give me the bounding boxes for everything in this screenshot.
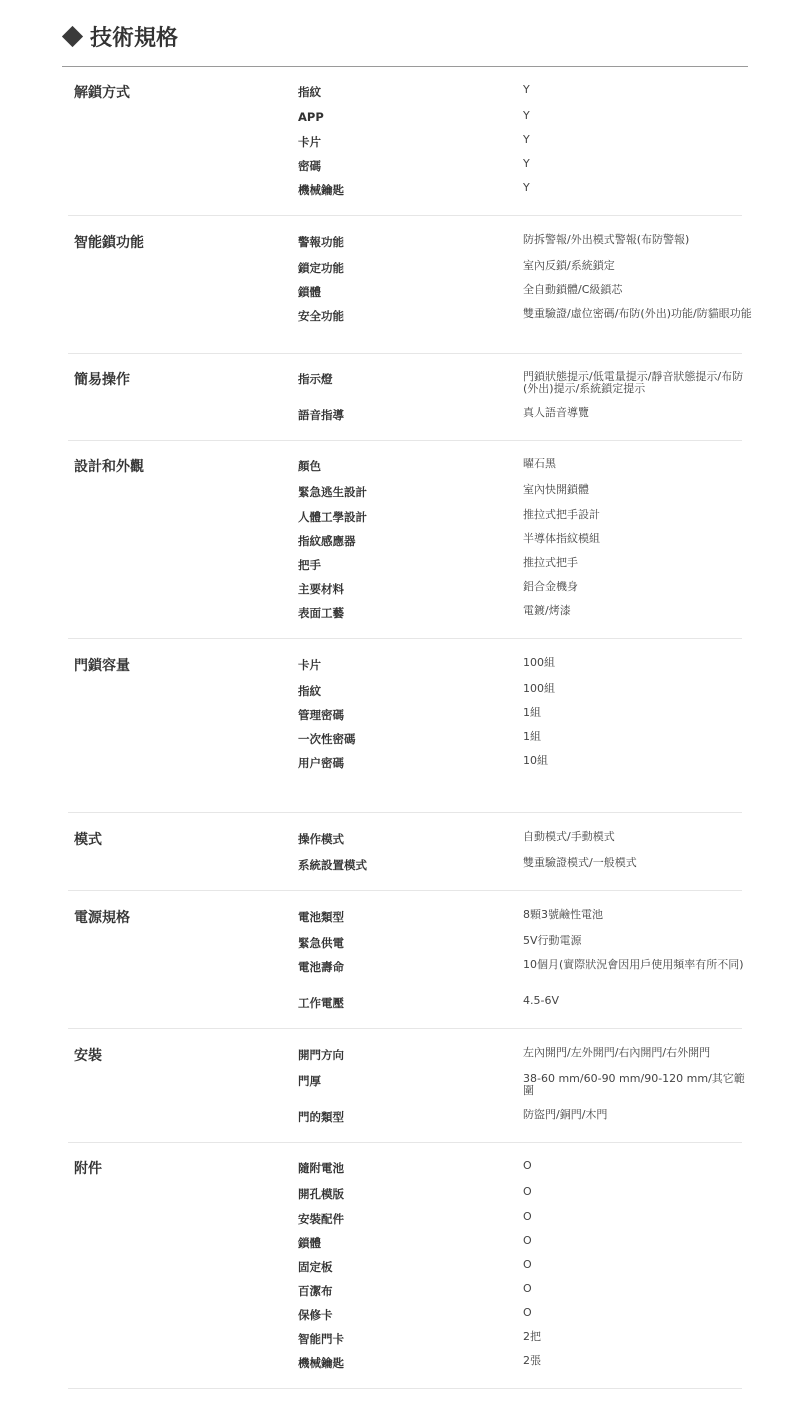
spec-value: 10組: [523, 754, 548, 767]
spec-value: 100組: [523, 656, 555, 669]
section-header: [62, 20, 178, 52]
spec-key: 開孔模版: [298, 1187, 344, 1201]
spec-value: 推拉式把手: [523, 556, 578, 569]
spec-value: 門鎖狀態提示/低電量提示/靜音狀態提示/布防(外出)提示/系統鎖定提示: [523, 370, 744, 395]
spec-section: [68, 813, 742, 891]
spec-key: 鎖體: [298, 285, 321, 299]
spec-key: 顏色: [298, 459, 321, 473]
spec-value: 室內快開鎖體: [523, 483, 589, 496]
spec-key: 人體工學設計: [298, 510, 367, 524]
spec-value: 10個月(實際狀況會因用戶使用頻率有所不同): [523, 958, 744, 971]
spec-key: 用户密碼: [298, 756, 344, 770]
spec-key: 工作電壓: [298, 996, 344, 1010]
spec-key: 把手: [298, 558, 321, 572]
spec-section: [68, 216, 752, 354]
spec-key: 開門方向: [298, 1048, 344, 1062]
spec-key: 卡片: [298, 658, 321, 672]
spec-value: 雙重驗證/虛位密碼/布防(外出)功能/防貓眼功能: [523, 307, 752, 320]
spec-value: 4.5-6V: [523, 994, 559, 1007]
spec-key: 操作模式: [298, 832, 344, 846]
spec-value: 38-60 mm/60-90 mm/90-120 mm/其它範圍: [523, 1072, 745, 1097]
spec-key: 語音指導: [298, 408, 344, 422]
spec-value: O: [523, 1282, 532, 1295]
spec-value: 8顆3號鹼性電池: [523, 908, 603, 921]
spec-key: 一次性密碼: [298, 732, 356, 746]
spec-key: 機械鑰匙: [298, 1356, 344, 1370]
page-title: 技術規格: [90, 25, 179, 51]
diamond-icon: [62, 25, 83, 46]
spec-value: 曜石黑: [523, 457, 556, 470]
spec-key: 卡片: [298, 135, 321, 149]
spec-key: 電池類型: [298, 910, 344, 924]
spec-key: 保修卡: [298, 1308, 333, 1322]
spec-section: [68, 441, 742, 639]
spec-value: 1組: [523, 706, 541, 719]
spec-key: 機械鑰匙: [298, 183, 344, 197]
spec-value: 左內開門/左外開門/右內開門/右外開門: [523, 1046, 711, 1059]
spec-value: 室內反鎖/系統鎖定: [523, 259, 615, 272]
spec-value: O: [523, 1210, 532, 1223]
spec-key: 鎖體: [298, 1236, 321, 1250]
spec-value: 電鍍/烤漆: [523, 604, 571, 617]
spec-value: 2張: [523, 1354, 541, 1367]
spec-value: 5V行動電源: [523, 934, 582, 947]
spec-value: 自動模式/手動模式: [523, 830, 615, 843]
spec-key: 警報功能: [298, 235, 344, 249]
spec-key: 表面工藝: [298, 606, 344, 620]
spec-key: 緊急逃生設計: [298, 485, 367, 499]
spec-value: 推拉式把手設計: [523, 508, 600, 521]
category-label: 模式: [74, 832, 102, 848]
spec-section: [68, 639, 742, 813]
spec-key: 智能門卡: [298, 1332, 344, 1346]
spec-key: 指紋感應器: [298, 534, 356, 548]
spec-value: Y: [523, 181, 530, 194]
spec-value: 防盜門/銅門/木門: [523, 1108, 608, 1121]
spec-section: [68, 354, 742, 441]
spec-key: 百潔布: [298, 1284, 333, 1298]
spec-value: Y: [523, 133, 530, 146]
spec-value: O: [523, 1258, 532, 1271]
spec-value: O: [523, 1185, 532, 1198]
spec-value: Y: [523, 157, 530, 170]
spec-value: Y: [523, 109, 530, 122]
spec-value: 全自動鎖體/C級鎖芯: [523, 283, 623, 296]
spec-key: 電池壽命: [298, 960, 344, 974]
category-label: 解鎖方式: [74, 85, 130, 101]
category-label: 門鎖容量: [74, 658, 130, 674]
spec-value: 1組: [523, 730, 541, 743]
spec-key: 密碼: [298, 159, 321, 173]
spec-key: 緊急供電: [298, 936, 344, 950]
spec-value: 100組: [523, 682, 555, 695]
spec-section: [68, 891, 742, 1029]
spec-key: 安全功能: [298, 309, 344, 323]
spec-key: APP: [298, 110, 324, 124]
spec-key: 指紋: [298, 85, 321, 99]
spec-key: 隨附電池: [298, 1161, 344, 1175]
spec-section: [68, 1029, 745, 1143]
spec-value: 雙重驗證模式/一般模式: [523, 856, 637, 869]
category-label: 智能鎖功能: [74, 235, 144, 251]
spec-key: 鎖定功能: [298, 261, 344, 275]
spec-value: 防拆警報/外出模式警報(布防警報): [523, 233, 690, 246]
spec-value: Y: [523, 83, 530, 96]
category-label: 安裝: [74, 1048, 102, 1064]
spec-key: 門的類型: [298, 1110, 344, 1124]
spec-key: 系統設置模式: [298, 858, 367, 872]
spec-key: 主要材料: [298, 582, 344, 596]
category-label: 電源規格: [74, 910, 130, 926]
spec-section: [68, 1143, 742, 1389]
spec-value: 鋁合金機身: [523, 580, 578, 593]
category-label: 設計和外觀: [74, 459, 144, 475]
spec-key: 固定板: [298, 1260, 333, 1274]
spec-value: O: [523, 1234, 532, 1247]
spec-key: 指示燈: [298, 372, 333, 386]
spec-value: O: [523, 1159, 532, 1172]
spec-value: 2把: [523, 1330, 541, 1343]
spec-value: O: [523, 1306, 532, 1319]
spec-key: 管理密碼: [298, 708, 344, 722]
spec-value: 半導体指紋模組: [523, 532, 600, 545]
spec-value: 真人語音導覽: [523, 406, 589, 419]
spec-section: [68, 67, 742, 216]
category-label: 附件: [74, 1161, 102, 1177]
spec-key: 指紋: [298, 684, 321, 698]
spec-key: 安裝配件: [298, 1212, 344, 1226]
spec-key: 門厚: [298, 1074, 321, 1088]
category-label: 簡易操作: [74, 372, 130, 388]
